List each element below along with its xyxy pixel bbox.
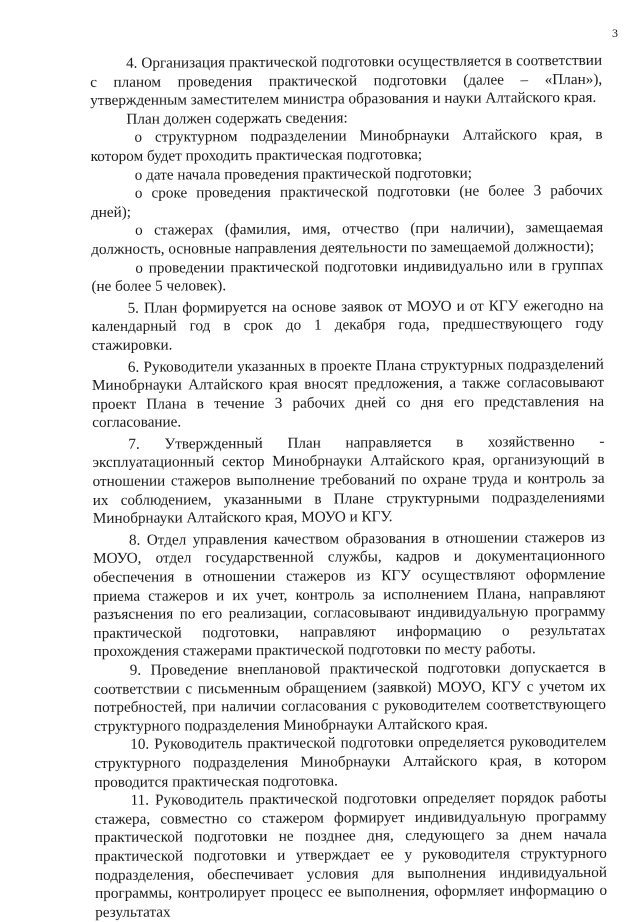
page-number: 3	[612, 26, 618, 40]
paragraph-8: 8. Отдел управления качеством образования в отношении стажеров из МОУО, отдел государственной службы, кадров и документационного обеспечения в отношении стажеров из КГУ осуществляют оформление приема стажеров и их учет, контроль за исполнением Плана, направляют разъяснения по его реализации, согласовывают индивидуальную программу практической подготовки, направляют информацию о результатах прохождения стажерами практической подготовки по месту работы.	[93, 528, 606, 661]
paragraph-10: 10. Руководитель практической подготовки определяется руководителем структурного подразделения Минобрнауки Алтайского края, в котором проводится практическая подготовка.	[94, 733, 607, 791]
plan-item: о структурном подразделении Минобрнауки Алтайского края, в котором будет проходить практическая подготовка;	[90, 126, 603, 165]
plan-item: о стажерах (фамилия, имя, отчество (при наличии), замещаемая должность, основные направления деятельности по замещаемой должности);	[91, 219, 604, 258]
plan-item: о проведении практической подготовки индивидуально или в группах (не более 5 человек).	[91, 256, 604, 296]
paragraph-6: 6. Руководители указанных в проекте Плана структурных подразделений Минобрнауки Алтайского края вносят предложения, а также согласовывают проект Плана в течение 3 рабочих дней со дня его представления на согласование.	[91, 355, 605, 432]
paragraph-11: 11. Руководитель практической подготовки определяет порядок работы стажера, совместно со стажером формирует индивидуальную программу практической подготовки не позднее дня, следующего за днем начала практической подготовки и утверждает ее у руководителя структурного подразделения, обеспечивает условия для выполнения индивидуальной программы, контролирует процесс ее выполнения, оформляет информацию о результатах	[94, 789, 608, 921]
plan-item: о дате начала проведения практической подготовки;	[134, 164, 472, 184]
paragraph-7: 7. Утвержденный План направляется в хозяйственно - эксплуатационный сектор Минобрнауки Алтайского края, организующий в отношении стажеров выполнение требований по охране труда и контроль за их соблюдением, указанными в Плане структурными подразделениями Минобрнауки Алтайского края, МОУО и КГУ.	[92, 432, 605, 528]
paragraph-5: 5. План формируется на основе заявок от МОУО и от КГУ ежегодно на календарный год в срок до 1 декабря года, предшествующего году стажировки.	[91, 296, 604, 354]
paragraph-9: 9. Проведение внеплановой практической подготовки допускается в соответствии с письменным обращением (заявкой) МОУО, КГУ с учетом их потребностей, при наличии согласования с руководителем соответствующего структурного подразделения Минобрнауки Алтайского края.	[93, 658, 607, 735]
paragraph-4: 4. Организация практической подготовки осуществляется в соответствии с планом проведения практической подготовки (далее – «План»), утвержденным заместителем министра образования и науки Алтайского края.	[90, 51, 603, 110]
plan-intro: План должен содержать сведения:	[126, 109, 348, 128]
plan-item: о сроке проведения практической подготовки (не более 3 рабочих дней);	[90, 182, 603, 221]
document-body	[90, 52, 607, 922]
